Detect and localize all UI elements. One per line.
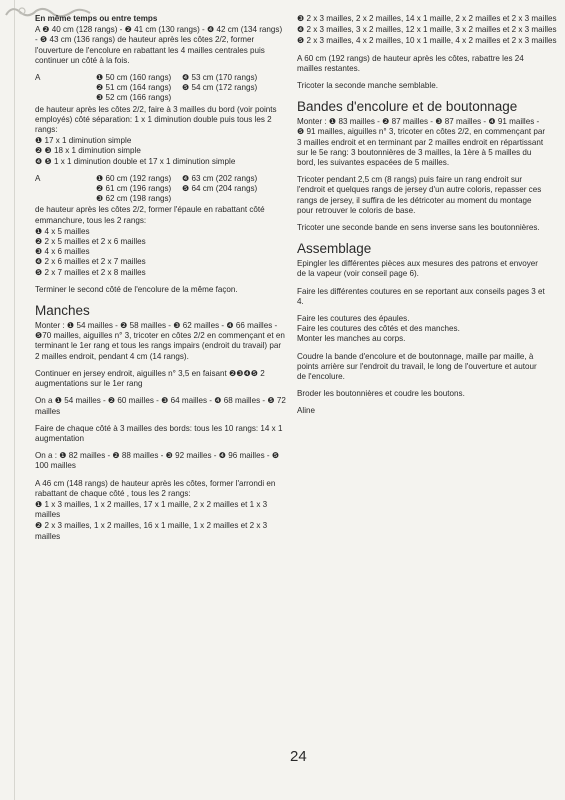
list-item: ❷ ❸ 18 x 1 diminution simple bbox=[35, 146, 141, 156]
manches-arrondi-1: ❶ 1 x 3 mailles, 1 x 2 mailles, 17 x 1 maille, 2 x 2 mailles et 1 x 3 mailles bbox=[35, 499, 268, 520]
epaule-list bbox=[35, 227, 287, 278]
sizes-col-1 bbox=[96, 174, 182, 205]
size-line: ❸ 52 cm (166 rangs) bbox=[96, 93, 172, 103]
size-line: ❺ 54 cm (172 rangs) bbox=[182, 83, 258, 93]
seconde-manche-text: Tricoter la seconde manche semblable. bbox=[297, 81, 438, 91]
size-line: ❷ 51 cm (164 rangs) bbox=[96, 83, 172, 93]
assemblage-broder: Broder les boutonnières et coudre les boutons. bbox=[297, 389, 465, 399]
list-item: ❹ 2 x 3 mailles, 3 x 2 mailles, 12 x 1 maille, 3 x 2 mailles et 2 x 3 mailles bbox=[297, 25, 557, 35]
manches-heading: Manches bbox=[35, 303, 90, 319]
manches-arrondi: A 46 cm (148 rangs) de hauteur après les côtes, former l'arrondi en rabattant de chaque côté , tous les 2 rangs: bbox=[35, 478, 276, 498]
terminer-text: Terminer le second côté de l'encolure de la même façon. bbox=[35, 284, 238, 294]
assemblage-coudre: Coudre la bande d'encolure et de boutonnage, maille par maille, à points arrière sur l'endroit du travail, le long de l'ouverture et autour de l'encolure. bbox=[297, 351, 537, 382]
list-item: ❸ 4 x 6 mailles bbox=[35, 247, 90, 257]
size-line: ❹ 63 cm (202 rangs) bbox=[182, 173, 258, 183]
bandes-seconde: Tricoter une seconde bande en sens inverse sans les boutonnières. bbox=[297, 223, 540, 233]
right-column bbox=[297, 14, 557, 424]
manches-jersey: Continuer en jersey endroit, aiguilles n° 3,5 en faisant ❷❸❹❺ 2 augmentations sur le 1er rang bbox=[35, 368, 265, 389]
size-line: ❶ 50 cm (160 rangs) bbox=[96, 73, 172, 83]
size-line: ❶ 60 cm (192 rangs) bbox=[96, 173, 172, 183]
list-item: ❶ 4 x 5 mailles bbox=[35, 226, 90, 236]
diminution-list bbox=[35, 136, 287, 167]
list-item: ❷ 2 x 5 mailles et 2 x 6 mailles bbox=[35, 237, 146, 247]
signature: Aline bbox=[297, 406, 315, 416]
epaule-intro: de hauteur après les côtes 2/2, former l'épaule en rabattant côté emmanchure, tous les 2 rangs: bbox=[35, 205, 265, 225]
sizes-block-1 bbox=[35, 73, 287, 104]
manches-arrondi-2: ❷ 2 x 3 mailles, 1 x 2 mailles, 16 x 1 maille, 1 x 2 mailles et 2 x 3 mailles bbox=[35, 521, 268, 541]
arrondi-list bbox=[297, 14, 557, 47]
sizes-label: A bbox=[35, 73, 41, 83]
manches-monter: Monter : ❶ 54 mailles - ❷ 58 mailles - ❸ 62 mailles - ❹ 66 mailles - ❺70 mailles, aiguilles n° 3, tricoter en côtes 2/2 en commençant et en terminant le 1er rang et tous les rangs impairs (endroit du travail) par 2 mailles endroit, pendant 4 cm (14 rangs). bbox=[35, 321, 285, 361]
manches-on-a-2: On a : ❶ 82 mailles - ❷ 88 mailles - ❸ 92 mailles - ❹ 96 mailles - ❺ 100 mailles bbox=[35, 451, 280, 471]
manches-augmentation: Faire de chaque côté à 3 mailles des bords: tous les 10 rangs: 14 x 1 augmentation bbox=[35, 423, 283, 443]
list-item: ❹ ❺ 1 x 1 diminution double et 17 x 1 diminution simple bbox=[35, 156, 236, 166]
meme-temps-heading: En même temps ou entre temps bbox=[35, 14, 158, 23]
page-edge-line bbox=[14, 0, 15, 800]
sizes-block-2 bbox=[35, 174, 287, 205]
assemblage-heading: Assemblage bbox=[297, 241, 372, 257]
bandes-tricoter: Tricoter pendant 2,5 cm (8 rangs) puis faire un rang endroit sur l'endroit et quelques rangs de jersey d'un autre coloris, repasser ces rangs de jersey, il suffira de les détricoter au moment du montage pour retrouver le coloris de base. bbox=[297, 175, 542, 215]
diminution-intro: de hauteur après les côtes 2/2, faire à 3 mailles du bord (voir points employés) côté séparation: 1 x 1 diminution double puis tous les 2 rangs: bbox=[35, 104, 277, 135]
sizes-col-1 bbox=[96, 73, 182, 104]
list-item: ❶ 17 x 1 diminution simple bbox=[35, 136, 132, 146]
list-item: ❺ 2 x 3 mailles, 4 x 2 mailles, 10 x 1 maille, 4 x 2 mailles et 2 x 3 mailles bbox=[297, 36, 557, 46]
bandes-heading: Bandes d'encolure et de boutonnage bbox=[297, 99, 518, 115]
rabattre-text: A 60 cm (192 rangs) de hauteur après les côtes, rabattre les 24 mailles restantes. bbox=[297, 53, 524, 73]
size-line: ❷ 61 cm (196 rangs) bbox=[96, 184, 172, 194]
left-column bbox=[35, 14, 287, 549]
list-item: ❸ 2 x 3 mailles, 2 x 2 mailles, 14 x 1 maille, 2 x 2 mailles et 2 x 3 mailles bbox=[297, 14, 557, 23]
list-item: ❹ 2 x 6 mailles et 2 x 7 mailles bbox=[35, 257, 146, 267]
meme-temps-text: A ❷ 40 cm (128 rangs) - ❷ 41 cm (130 rangs) - ❹ 42 cm (134 rangs) - ❺ 43 cm (136 rangs) de hauteur après les côtes 2/2, former l'ouverture de l'encolure en rabattant les 4 mailles centrales puis continuer un côté à la fois. bbox=[35, 25, 283, 65]
page-number: 24 bbox=[290, 748, 307, 765]
list-item: ❺ 2 x 7 mailles et 2 x 8 mailles bbox=[35, 267, 146, 277]
size-line: ❹ 53 cm (170 rangs) bbox=[182, 73, 258, 83]
size-line: ❺ 64 cm (204 rangs) bbox=[182, 184, 258, 194]
sizes-label: A bbox=[35, 173, 41, 183]
size-line: ❸ 62 cm (198 rangs) bbox=[96, 194, 172, 204]
assemblage-faire: Faire les coutures des épaules. Faire les coutures des côtés et des manches. Monter les manches au corps. bbox=[297, 314, 460, 344]
assemblage-epingler: Epingler les différentes pièces aux mesures des patrons et envoyer de la vapeur (voir conseil page 6). bbox=[297, 259, 538, 279]
sizes-col-2 bbox=[182, 73, 287, 104]
manches-on-a-1: On a ❶ 54 mailles - ❷ 60 mailles - ❸ 64 mailles - ❹ 68 mailles - ❺ 72 mailles bbox=[35, 396, 286, 416]
bandes-monter: Monter : ❶ 83 mailles - ❷ 87 mailles - ❸ 87 mailles - ❹ 91 mailles - ❺ 91 mailles, aiguilles n° 3, tricoter en côtes 2/2, en commençant par 3 mailles endroit et en terminant par 2 mailles endroit en répartissant sur le 5e rang: 3 boutonnières de 3 mailles, la 1ère à 5 mailles du bord, les suivantes espacées de 5 mailles. bbox=[297, 117, 546, 168]
assemblage-coutures: Faire les différentes coutures en se reportant aux conseils pages 3 et 4. bbox=[297, 286, 545, 306]
sizes-col-2 bbox=[182, 174, 287, 205]
